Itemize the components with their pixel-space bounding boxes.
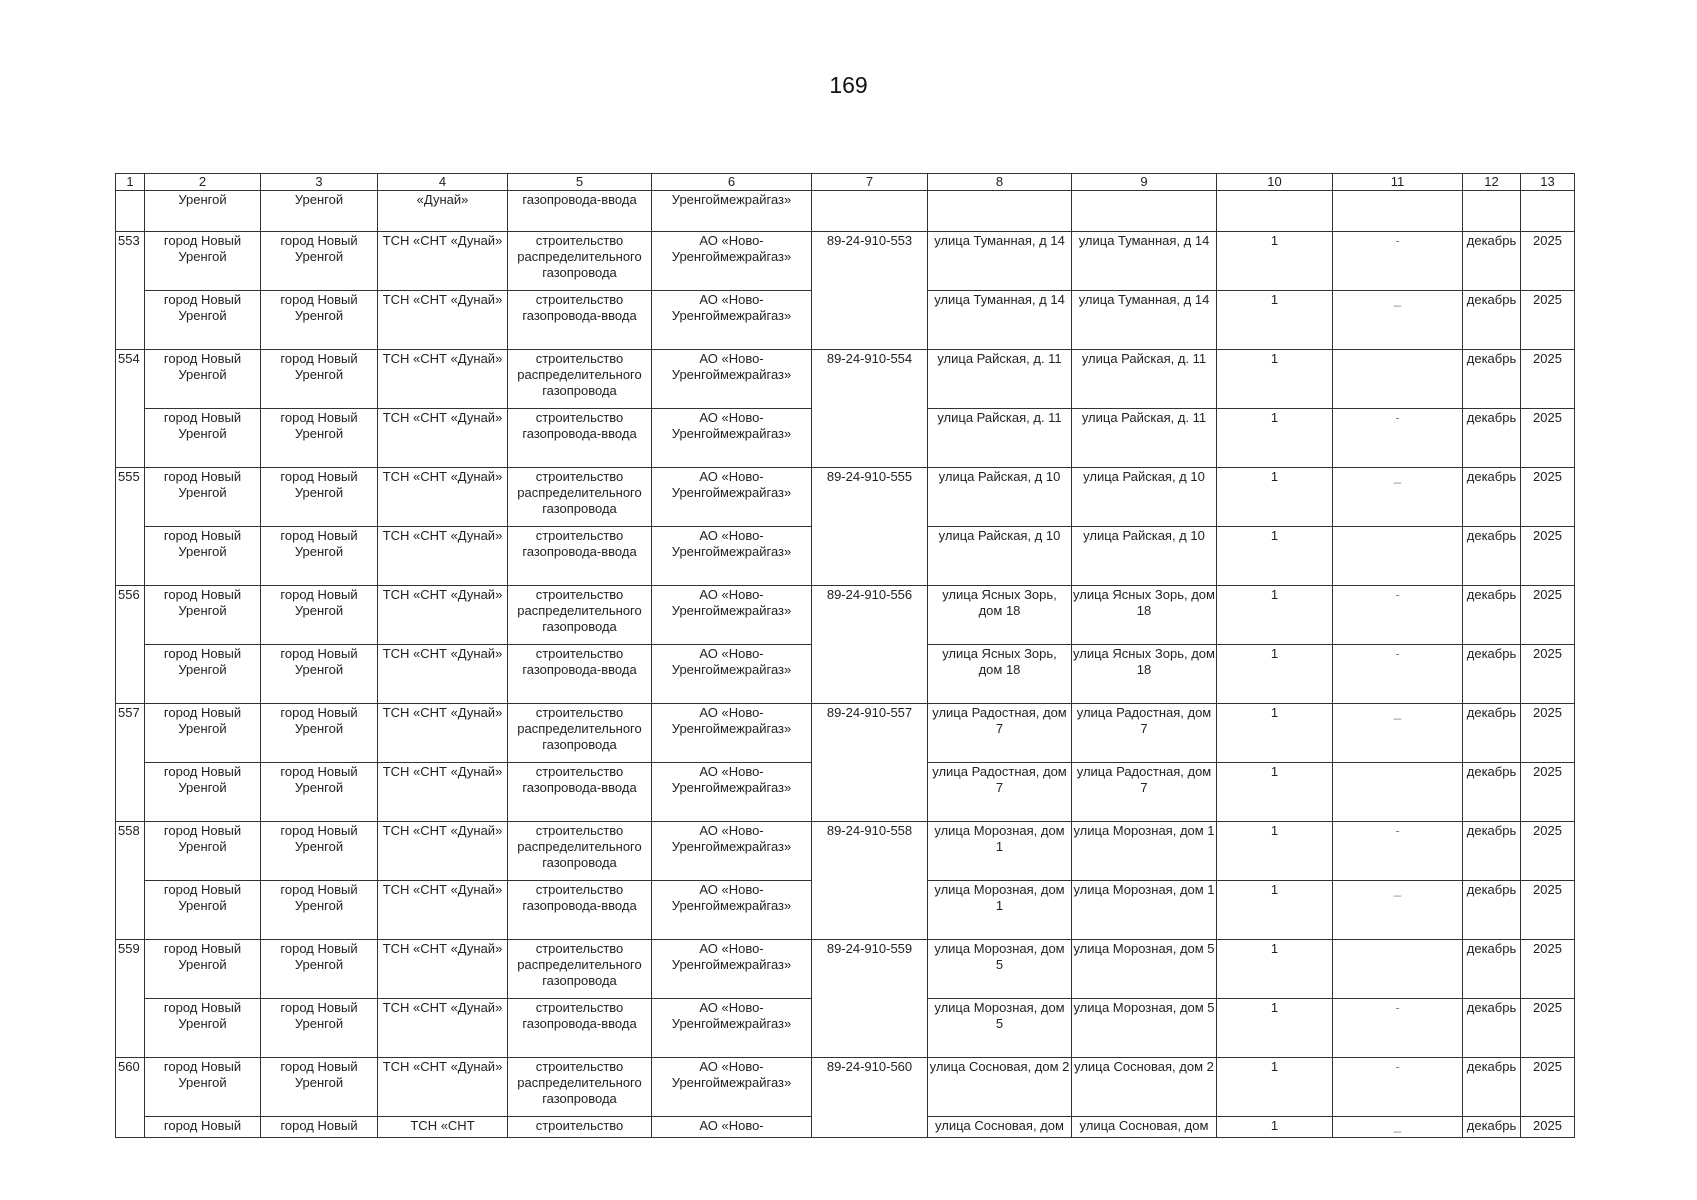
cell-col-5: строительство распределительного газопровода [508,586,652,645]
cell-col-13: 2025 [1521,291,1575,350]
cell-col-10: 1 [1217,409,1333,468]
cell-col-7: 89-24-910-558 [812,822,928,881]
table-row [116,1058,1575,1117]
cell-col-11: _ [1333,881,1463,940]
cell-col-12: декабрь [1463,822,1521,881]
cell-col-6: Уренгоймежрайгаз» [652,191,812,232]
cell-col-13: 2025 [1521,586,1575,645]
cell-col-2: город Новый Уренгой [145,645,261,704]
cell-col-7: 89-24-910-555 [812,468,928,527]
column-header-2: 2 [145,174,261,191]
cell-col-13: 2025 [1521,940,1575,999]
cell-col-1: 555 [116,468,145,527]
cell-col-9: улица Радостная, дом 7 [1072,704,1217,763]
table-row [116,232,1575,291]
cell-col-9: улица Морозная, дом 5 [1072,999,1217,1058]
cell-col-8: улица Морозная, дом 1 [928,822,1072,881]
cell-col-8: улица Ясных Зорь, дом 18 [928,586,1072,645]
cell-col-9: улица Ясных Зорь, дом 18 [1072,586,1217,645]
cell-col-4: ТСН «СНТ «Дунай» [378,763,508,822]
cell-col-4: ТСН «СНТ «Дунай» [378,291,508,350]
cell-col-1: 556 [116,586,145,645]
cell-col-1 [116,527,145,586]
cell-col-6: АО «Ново-Уренгоймежрайгаз» [652,527,812,586]
table-row [116,409,1575,468]
cell-col-13 [1521,191,1575,232]
cell-col-13: 2025 [1521,763,1575,822]
cell-col-6: АО «Ново-Уренгоймежрайгаз» [652,881,812,940]
cell-col-6: АО «Ново-Уренгоймежрайгаз» [652,468,812,527]
cell-col-13: 2025 [1521,527,1575,586]
cell-col-2: Уренгой [145,191,261,232]
cell-col-12: декабрь [1463,409,1521,468]
cell-col-13: 2025 [1521,350,1575,409]
column-header-11: 11 [1333,174,1463,191]
column-header-12: 12 [1463,174,1521,191]
cell-col-10: 1 [1217,763,1333,822]
cell-col-2: город Новый Уренгой [145,586,261,645]
table-row [116,1117,1575,1138]
cell-col-11 [1333,350,1463,409]
cell-col-13: 2025 [1521,1117,1575,1138]
cell-col-4: ТСН «СНТ [378,1117,508,1138]
cell-col-6: АО «Ново-Уренгоймежрайгаз» [652,291,812,350]
cell-col-7: 89-24-910-560 [812,1058,928,1117]
column-header-3: 3 [261,174,378,191]
table-row [116,291,1575,350]
cell-col-7 [812,645,928,704]
cell-col-9: улица Райская, д 10 [1072,468,1217,527]
column-header-7: 7 [812,174,928,191]
cell-col-3: город Новый Уренгой [261,409,378,468]
cell-col-8: улица Ясных Зорь, дом 18 [928,645,1072,704]
cell-col-11: - [1333,586,1463,645]
column-header-6: 6 [652,174,812,191]
cell-col-12: декабрь [1463,1058,1521,1117]
cell-col-2: город Новый Уренгой [145,940,261,999]
cell-col-13: 2025 [1521,232,1575,291]
cell-col-6: АО «Ново-Уренгоймежрайгаз» [652,704,812,763]
cell-col-7 [812,527,928,586]
cell-col-7: 89-24-910-559 [812,940,928,999]
cell-col-5: строительство распределительного газопровода [508,704,652,763]
cell-col-6: АО «Ново-Уренгоймежрайгаз» [652,1058,812,1117]
cell-col-8: улица Сосновая, дом 2 [928,1058,1072,1117]
cell-col-2: город Новый Уренгой [145,232,261,291]
table-row [116,586,1575,645]
cell-col-2: город Новый Уренгой [145,1058,261,1117]
cell-col-4: ТСН «СНТ «Дунай» [378,409,508,468]
header-row [116,174,1575,191]
cell-col-8: улица Радостная, дом 7 [928,763,1072,822]
cell-col-4: ТСН «СНТ «Дунай» [378,586,508,645]
table-row [116,350,1575,409]
cell-col-10: 1 [1217,822,1333,881]
cell-col-6: АО «Ново-Уренгоймежрайгаз» [652,763,812,822]
cell-col-1 [116,409,145,468]
cell-col-8: улица Туманная, д 14 [928,291,1072,350]
table-row [116,822,1575,881]
cell-col-13: 2025 [1521,645,1575,704]
cell-col-4: ТСН «СНТ «Дунай» [378,940,508,999]
cell-col-10: 1 [1217,350,1333,409]
cell-col-3: город Новый Уренгой [261,881,378,940]
cell-col-12: декабрь [1463,999,1521,1058]
cell-col-4: ТСН «СНТ «Дунай» [378,645,508,704]
cell-col-8: улица Райская, д 10 [928,527,1072,586]
cell-col-1: 559 [116,940,145,999]
cell-col-1 [116,191,145,232]
cell-col-3: город Новый Уренгой [261,232,378,291]
table-row [116,940,1575,999]
table-row [116,881,1575,940]
cell-col-8: улица Морозная, дом 5 [928,940,1072,999]
cell-col-12: декабрь [1463,527,1521,586]
column-header-1: 1 [116,174,145,191]
cell-col-3: город Новый Уренгой [261,763,378,822]
cell-col-9: улица Ясных Зорь, дом 18 [1072,645,1217,704]
cell-col-6: АО «Ново-Уренгоймежрайгаз» [652,586,812,645]
cell-col-3: город Новый Уренгой [261,940,378,999]
cell-col-11: - [1333,822,1463,881]
cell-col-10 [1217,191,1333,232]
cell-col-4: ТСН «СНТ «Дунай» [378,1058,508,1117]
cell-col-2: город Новый Уренгой [145,822,261,881]
cell-col-1 [116,645,145,704]
column-header-13: 13 [1521,174,1575,191]
cell-col-12: декабрь [1463,232,1521,291]
cell-col-9: улица Сосновая, дом [1072,1117,1217,1138]
cell-col-8: улица Морозная, дом 1 [928,881,1072,940]
cell-col-10: 1 [1217,940,1333,999]
cell-col-10: 1 [1217,999,1333,1058]
cell-col-2: город Новый Уренгой [145,409,261,468]
table-row [116,645,1575,704]
column-header-5: 5 [508,174,652,191]
cell-col-7 [812,409,928,468]
cell-col-12: декабрь [1463,291,1521,350]
cell-col-9: улица Радостная, дом 7 [1072,763,1217,822]
cell-col-3: город Новый Уренгой [261,822,378,881]
cell-col-5: строительство распределительного газопровода [508,822,652,881]
cell-col-4: ТСН «СНТ «Дунай» [378,350,508,409]
cell-col-10: 1 [1217,645,1333,704]
cell-col-5: строительство распределительного газопровода [508,232,652,291]
cell-col-3: город Новый Уренгой [261,291,378,350]
cell-col-4: ТСН «СНТ «Дунай» [378,468,508,527]
cell-col-4: ТСН «СНТ «Дунай» [378,527,508,586]
cell-col-2: город Новый Уренгой [145,999,261,1058]
cell-col-12: декабрь [1463,881,1521,940]
cell-col-9: улица Райская, д 10 [1072,527,1217,586]
cell-col-12: декабрь [1463,940,1521,999]
cell-col-13: 2025 [1521,881,1575,940]
cell-col-11 [1333,940,1463,999]
cell-col-9: улица Морозная, дом 1 [1072,822,1217,881]
cell-col-5: строительство газопровода-ввода [508,999,652,1058]
cell-col-11: _ [1333,291,1463,350]
cell-col-11: _ [1333,704,1463,763]
cell-col-9: улица Сосновая, дом 2 [1072,1058,1217,1117]
cell-col-11 [1333,191,1463,232]
cell-col-1 [116,881,145,940]
column-header-10: 10 [1217,174,1333,191]
cell-col-11: _ [1333,468,1463,527]
cell-col-6: АО «Ново-Уренгоймежрайгаз» [652,999,812,1058]
cell-col-12: декабрь [1463,704,1521,763]
table-row [116,191,1575,232]
cell-col-1: 558 [116,822,145,881]
column-header-4: 4 [378,174,508,191]
table-row [116,704,1575,763]
cell-col-12: декабрь [1463,350,1521,409]
cell-col-10: 1 [1217,704,1333,763]
cell-col-9: улица Морозная, дом 1 [1072,881,1217,940]
cell-col-11: - [1333,232,1463,291]
cell-col-3: город Новый Уренгой [261,704,378,763]
cell-col-12 [1463,191,1521,232]
cell-col-4: ТСН «СНТ «Дунай» [378,704,508,763]
cell-col-5: строительство распределительного газопровода [508,468,652,527]
column-header-8: 8 [928,174,1072,191]
cell-col-5: строительство распределительного газопровода [508,1058,652,1117]
cell-col-9: улица Туманная, д 14 [1072,291,1217,350]
cell-col-8 [928,191,1072,232]
cell-col-9 [1072,191,1217,232]
cell-col-1: 554 [116,350,145,409]
cell-col-13: 2025 [1521,822,1575,881]
cell-col-2: город Новый Уренгой [145,763,261,822]
cell-col-5: строительство распределительного газопровода [508,940,652,999]
cell-col-9: улица Туманная, д 14 [1072,232,1217,291]
cell-col-10: 1 [1217,291,1333,350]
cell-col-2: город Новый Уренгой [145,350,261,409]
cell-col-2: город Новый Уренгой [145,468,261,527]
cell-col-3: город Новый Уренгой [261,527,378,586]
cell-col-4: «Дунай» [378,191,508,232]
cell-col-6: АО «Ново-Уренгоймежрайгаз» [652,232,812,291]
cell-col-4: ТСН «СНТ «Дунай» [378,822,508,881]
cell-col-5: газопровода-ввода [508,191,652,232]
cell-col-10: 1 [1217,586,1333,645]
cell-col-7: 89-24-910-553 [812,232,928,291]
cell-col-2: город Новый [145,1117,261,1138]
cell-col-5: строительство газопровода-ввода [508,291,652,350]
cell-col-4: ТСН «СНТ «Дунай» [378,232,508,291]
data-table [115,173,1575,1138]
cell-col-7 [812,1117,928,1138]
cell-col-5: строительство [508,1117,652,1138]
cell-col-10: 1 [1217,468,1333,527]
cell-col-7 [812,191,928,232]
cell-col-4: ТСН «СНТ «Дунай» [378,881,508,940]
cell-col-12: декабрь [1463,645,1521,704]
cell-col-6: АО «Ново- [652,1117,812,1138]
cell-col-11 [1333,527,1463,586]
cell-col-4: ТСН «СНТ «Дунай» [378,999,508,1058]
table-row [116,468,1575,527]
cell-col-6: АО «Ново-Уренгоймежрайгаз» [652,822,812,881]
table-row [116,763,1575,822]
cell-col-11: - [1333,999,1463,1058]
cell-col-1 [116,1117,145,1138]
cell-col-7 [812,881,928,940]
cell-col-5: строительство распределительного газопровода [508,350,652,409]
cell-col-12: декабрь [1463,763,1521,822]
cell-col-2: город Новый Уренгой [145,704,261,763]
cell-col-1: 553 [116,232,145,291]
cell-col-6: АО «Ново-Уренгоймежрайгаз» [652,645,812,704]
cell-col-1: 560 [116,1058,145,1117]
cell-col-10: 1 [1217,1058,1333,1117]
cell-col-13: 2025 [1521,704,1575,763]
cell-col-3: город Новый Уренгой [261,350,378,409]
cell-col-9: улица Морозная, дом 5 [1072,940,1217,999]
cell-col-11: - [1333,409,1463,468]
cell-col-13: 2025 [1521,1058,1575,1117]
cell-col-7: 89-24-910-554 [812,350,928,409]
cell-col-8: улица Райская, д 10 [928,468,1072,527]
cell-col-1 [116,999,145,1058]
cell-col-3: город Новый Уренгой [261,586,378,645]
cell-col-10: 1 [1217,232,1333,291]
cell-col-11 [1333,763,1463,822]
cell-col-1: 557 [116,704,145,763]
cell-col-8: улица Туманная, д 14 [928,232,1072,291]
cell-col-3: город Новый Уренгой [261,645,378,704]
cell-col-10: 1 [1217,527,1333,586]
cell-col-13: 2025 [1521,409,1575,468]
cell-col-3: Уренгой [261,191,378,232]
cell-col-6: АО «Ново-Уренгоймежрайгаз» [652,350,812,409]
cell-col-12: декабрь [1463,1117,1521,1138]
cell-col-1 [116,291,145,350]
cell-col-7: 89-24-910-556 [812,586,928,645]
cell-col-6: АО «Ново-Уренгоймежрайгаз» [652,940,812,999]
cell-col-11: _ [1333,1117,1463,1138]
cell-col-12: декабрь [1463,468,1521,527]
table-row [116,999,1575,1058]
cell-col-3: город Новый [261,1117,378,1138]
column-header-9: 9 [1072,174,1217,191]
cell-col-8: улица Сосновая, дом [928,1117,1072,1138]
cell-col-7: 89-24-910-557 [812,704,928,763]
cell-col-2: город Новый Уренгой [145,881,261,940]
cell-col-3: город Новый Уренгой [261,1058,378,1117]
cell-col-1 [116,763,145,822]
cell-col-3: город Новый Уренгой [261,999,378,1058]
cell-col-13: 2025 [1521,468,1575,527]
cell-col-7 [812,291,928,350]
cell-col-9: улица Райская, д. 11 [1072,350,1217,409]
page-number: 169 [829,72,868,98]
cell-col-7 [812,999,928,1058]
cell-col-10: 1 [1217,1117,1333,1138]
cell-col-8: улица Райская, д. 11 [928,350,1072,409]
cell-col-3: город Новый Уренгой [261,468,378,527]
cell-col-5: строительство газопровода-ввода [508,645,652,704]
cell-col-11: - [1333,645,1463,704]
cell-col-5: строительство газопровода-ввода [508,763,652,822]
cell-col-8: улица Радостная, дом 7 [928,704,1072,763]
cell-col-13: 2025 [1521,999,1575,1058]
cell-col-5: строительство газопровода-ввода [508,527,652,586]
cell-col-8: улица Морозная, дом 5 [928,999,1072,1058]
cell-col-5: строительство газопровода-ввода [508,409,652,468]
cell-col-5: строительство газопровода-ввода [508,881,652,940]
cell-col-9: улица Райская, д. 11 [1072,409,1217,468]
cell-col-8: улица Райская, д. 11 [928,409,1072,468]
cell-col-2: город Новый Уренгой [145,291,261,350]
cell-col-12: декабрь [1463,586,1521,645]
cell-col-2: город Новый Уренгой [145,527,261,586]
table-row [116,527,1575,586]
cell-col-6: АО «Ново-Уренгоймежрайгаз» [652,409,812,468]
cell-col-7 [812,763,928,822]
cell-col-10: 1 [1217,881,1333,940]
cell-col-11: - [1333,1058,1463,1117]
